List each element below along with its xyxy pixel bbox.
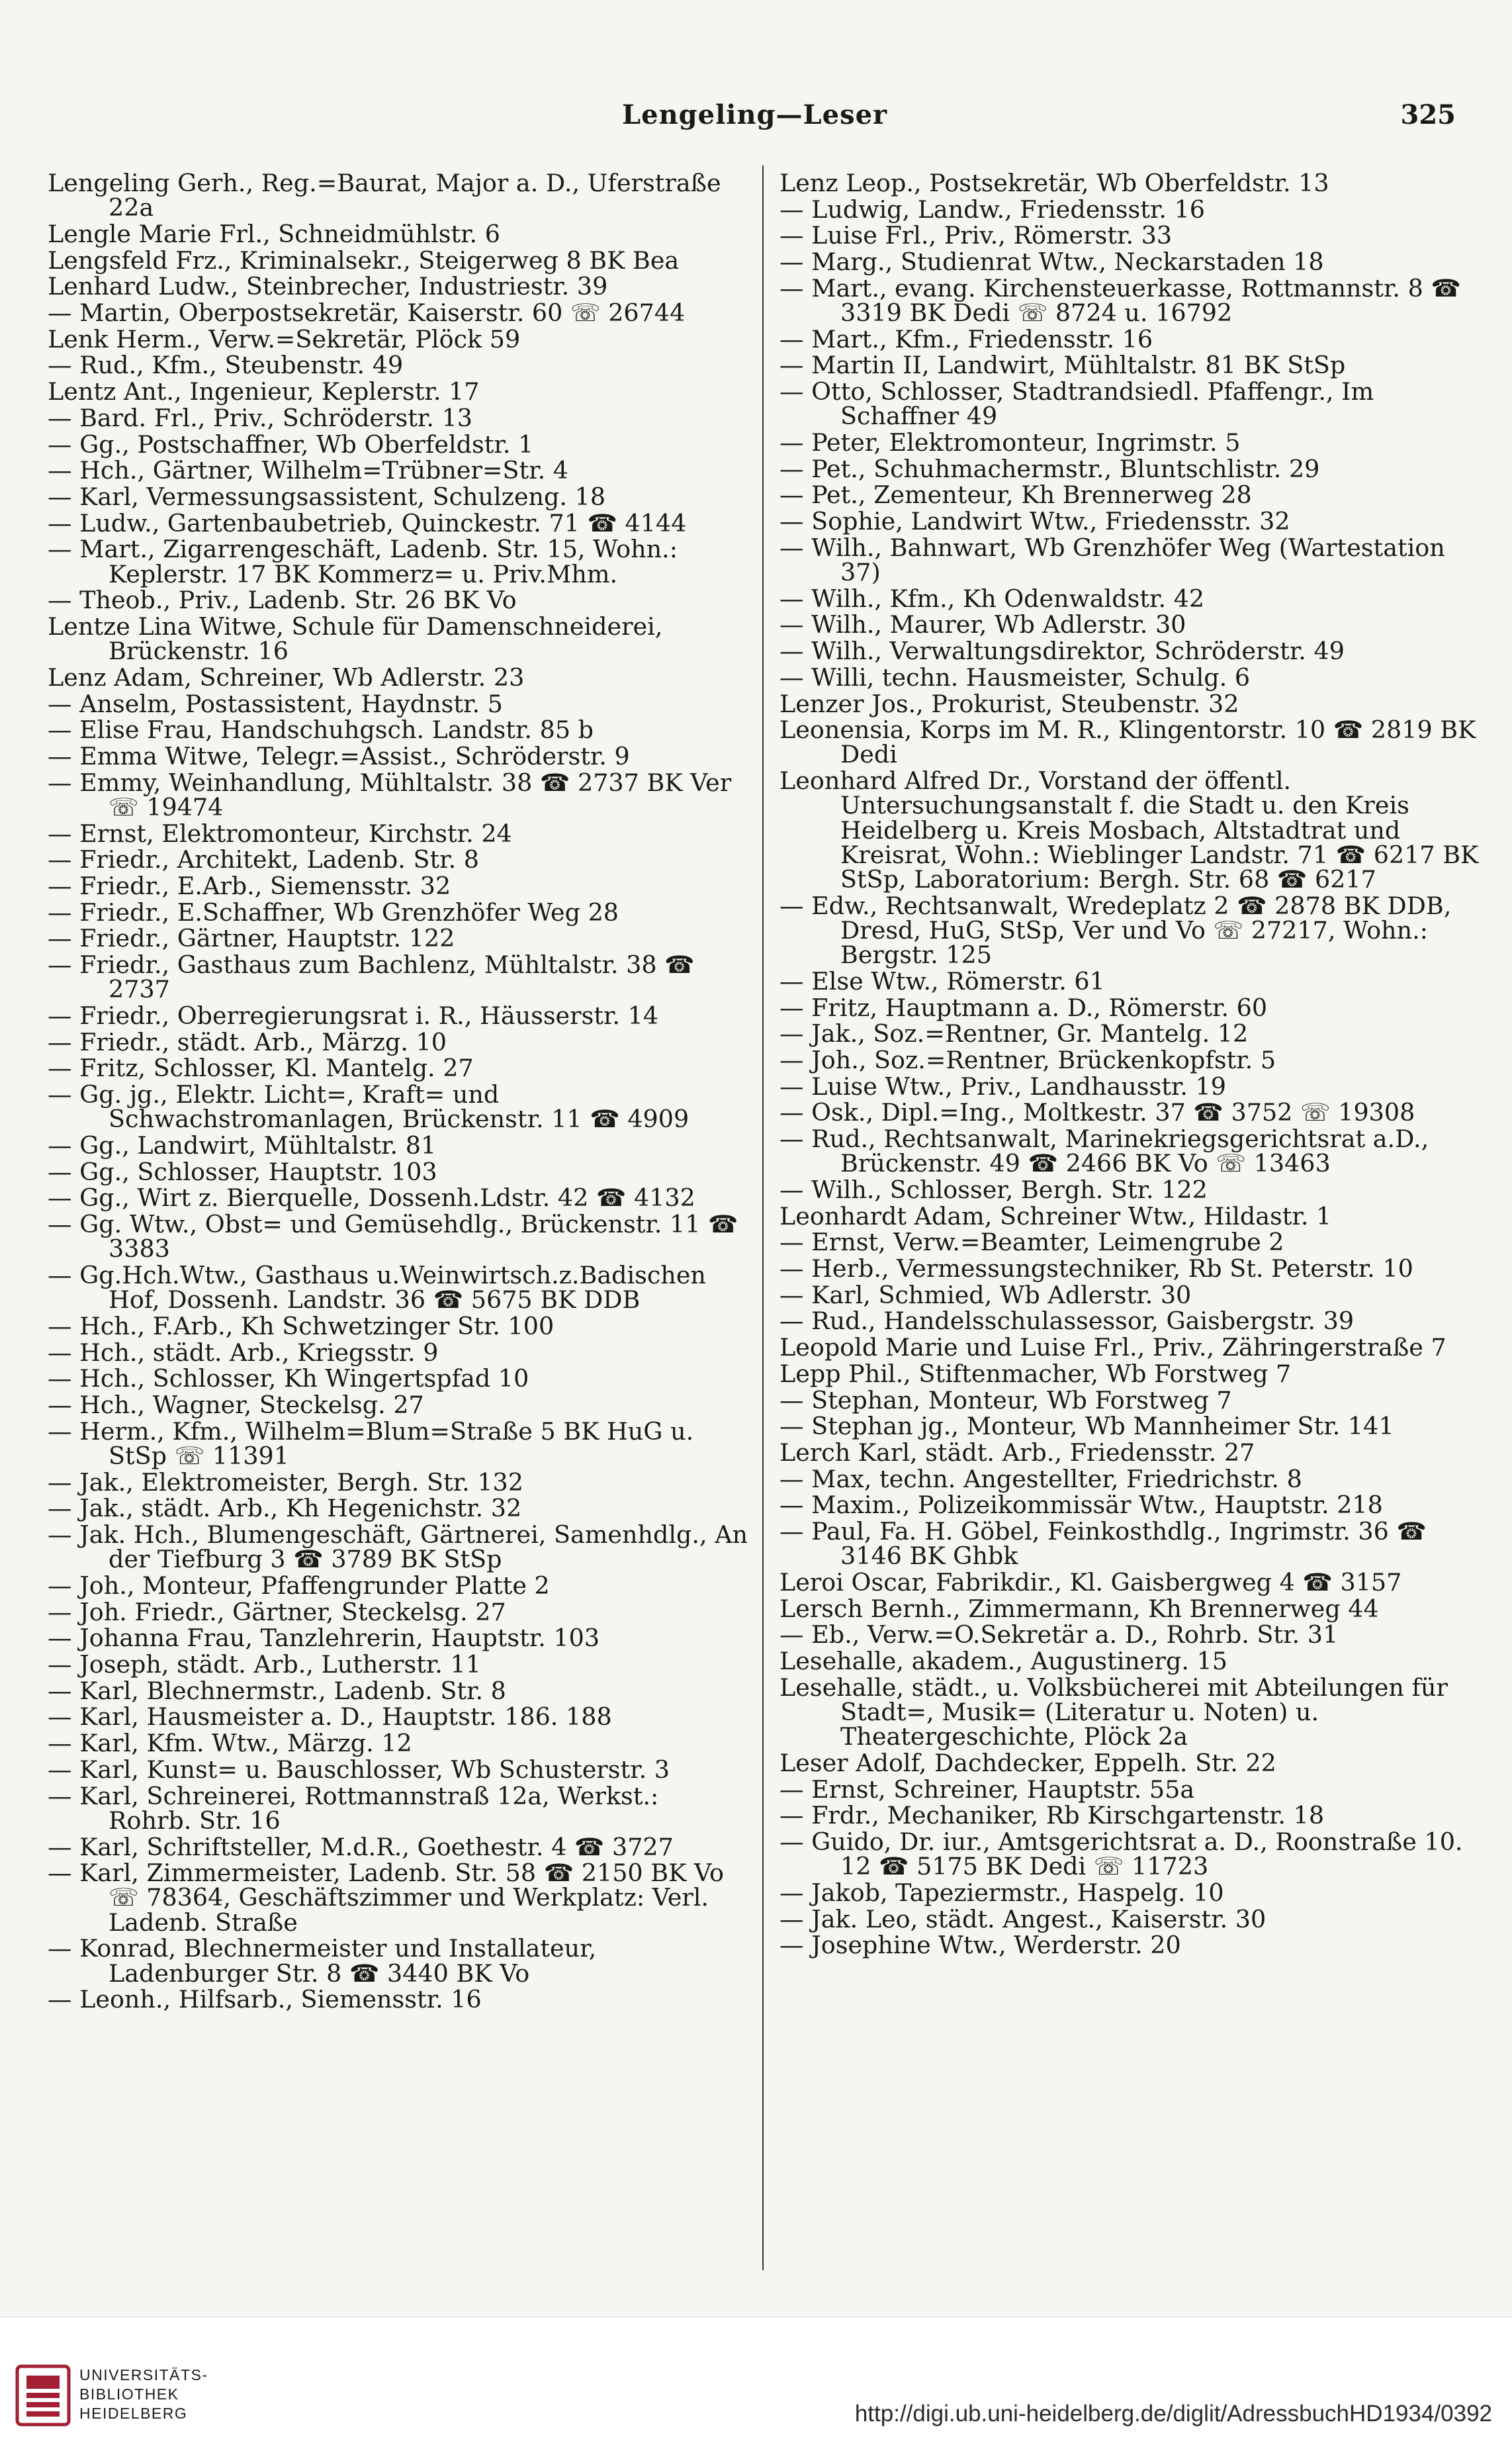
left-column	[48, 171, 749, 2014]
library-name-line: UNIVERSITÄTS-	[79, 2366, 208, 2384]
directory-entry: — Jak. Leo, städt. Angest., Kaiserstr. 30	[779, 1904, 1267, 1933]
directory-entry: — Friedr., städt. Arb., Märzg. 10	[48, 1027, 447, 1056]
directory-entry: Lenz Leop., Postsekretär, Wb Oberfeldstr. 13	[779, 169, 1329, 197]
directory-entry: — Konrad, Blechnermeister und Installateur, Ladenburger Str. 8 ☎ 3440 BK Vo	[48, 1934, 597, 1988]
directory-entry: — Anselm, Postassistent, Haydnstr. 5	[48, 689, 503, 718]
directory-entry: — Hch., Gärtner, Wilhelm=Trübner=Str. 4	[48, 456, 569, 485]
directory-entry: — Eb., Verw.=O.Sekretär a. D., Rohrb. Str. 31	[779, 1620, 1339, 1649]
directory-entry: — Luise Wtw., Priv., Landhausstr. 19	[779, 1072, 1227, 1101]
directory-entry: — Max, techn. Angestellter, Friedrichstr. 8	[779, 1464, 1302, 1493]
directory-entry: — Bard. Frl., Priv., Schröderstr. 13	[48, 403, 473, 432]
directory-entry: — Herm., Kfm., Wilhelm=Blum=Straße 5 BK HuG u. StSp ☏ 11391	[48, 1416, 694, 1470]
directory-entry: — Karl, Hausmeister a. D., Hauptstr. 186. 188	[48, 1702, 612, 1732]
directory-entry: — Herb., Vermessungstechniker, Rb St. Peterstr. 10	[779, 1254, 1413, 1283]
directory-entry: — Martin II, Landwirt, Mühltalstr. 81 BK StSp	[779, 351, 1346, 380]
directory-entry: — Paul, Fa. H. Göbel, Feinkosthdlg., Ingrimstr. 36 ☎ 3146 BK Ghbk	[779, 1517, 1427, 1571]
directory-entry: — Emma Witwe, Telegr.=Assist., Schröderstr. 9	[48, 741, 630, 770]
running-title: Lengeling—Leser	[622, 99, 888, 130]
directory-entry: — Rud., Handelsschulassessor, Gaisbergstr. 39	[779, 1307, 1355, 1336]
directory-entry: — Gg. Wtw., Obst= und Gemüsehdlg., Brückenstr. 11 ☎ 3383	[48, 1210, 738, 1264]
directory-entry: Lentz Ant., Ingenieur, Keplerstr. 17	[48, 377, 480, 406]
directory-entry: Lesehalle, städt., u. Volksbücherei mit Abteilungen für Stadt=, Musik= (Literatur u. Noten) u. Theatergeschichte, Plöck 2a	[779, 1673, 1448, 1751]
directory-entry: — Martin, Oberpostsekretär, Kaiserstr. 60 ☏ 26744	[48, 299, 686, 328]
directory-entry: — Wilh., Verwaltungsdirektor, Schröderstr. 49	[779, 637, 1345, 666]
directory-entry: — Hch., F.Arb., Kh Schwetzinger Str. 100	[48, 1311, 555, 1340]
directory-entry: Lenz Adam, Schreiner, Wb Adlerstr. 23	[48, 663, 525, 692]
directory-entry: — Karl, Schmied, Wb Adlerstr. 30	[779, 1280, 1192, 1309]
source-url[interactable]: http://digi.ub.uni-heidelberg.de/diglit/AdressbuchHD1934/0392	[854, 2401, 1492, 2427]
directory-entry: — Ernst, Elektromonteur, Kirchstr. 24	[48, 819, 512, 848]
directory-entry: Lersch Bernh., Zimmermann, Kh Brennerweg 44	[779, 1594, 1379, 1623]
directory-entry: — Friedr., Oberregierungsrat i. R., Häusserstr. 14	[48, 1001, 659, 1030]
page-header	[622, 99, 1469, 139]
directory-entry: — Osk., Dipl.=Ing., Moltkestr. 37 ☎ 3752 ☏ 19308	[779, 1098, 1415, 1127]
directory-entry: — Stephan, Monteur, Wb Forstweg 7	[779, 1385, 1232, 1414]
directory-entry: Lengeling Gerh., Reg.=Baurat, Major a. D., Uferstraße 22a	[48, 169, 721, 222]
directory-entry: — Gg., Schlosser, Hauptstr. 103	[48, 1157, 437, 1186]
directory-entry: — Pet., Schuhmachermstr., Bluntschlistr. 29	[779, 454, 1320, 483]
directory-entry: — Joseph, städt. Arb., Lutherstr. 11	[48, 1650, 481, 1679]
library-name	[79, 2366, 208, 2423]
directory-entry: — Friedr., E.Arb., Siemensstr. 32	[48, 871, 451, 900]
directory-entry: — Karl, Blechnermstr., Ladenb. Str. 8	[48, 1676, 506, 1705]
directory-entry: — Peter, Elektromonteur, Ingrimstr. 5	[779, 428, 1241, 457]
directory-entry: — Gg. jg., Elektr. Licht=, Kraft= und Schwachstromanlagen, Brückenstr. 11 ☎ 4909	[48, 1080, 689, 1134]
university-seal-icon	[15, 2364, 71, 2427]
directory-entry: — Johanna Frau, Tanzlehrerin, Hauptstr. 103	[48, 1624, 600, 1653]
directory-entry: — Mart., evang. Kirchensteuerkasse, Rottmannstr. 8 ☎ 3319 BK Dedi ☏ 8724 u. 16792	[779, 273, 1461, 328]
directory-entry: — Wilh., Maurer, Wb Adlerstr. 30	[779, 610, 1186, 639]
directory-entry: Leopold Marie und Luise Frl., Priv., Zähringerstraße 7	[779, 1333, 1446, 1362]
directory-entry: Lesehalle, akadem., Augustinerg. 15	[779, 1647, 1227, 1676]
directory-entry: — Guido, Dr. iur., Amtsgerichtsrat a. D., Roonstraße 10. 12 ☎ 5175 BK Dedi ☏ 11723	[779, 1828, 1463, 1881]
directory-entry: — Leonh., Hilfsarb., Siemensstr. 16	[48, 1985, 482, 2014]
directory-entry: — Wilh., Schlosser, Bergh. Str. 122	[779, 1175, 1208, 1204]
directory-entry: — Mart., Kfm., Friedensstr. 16	[779, 324, 1153, 353]
directory-entry: Lepp Phil., Stiftenmacher, Wb Forstweg 7	[779, 1359, 1292, 1388]
directory-entry: — Theob., Priv., Ladenb. Str. 26 BK Vo	[48, 586, 517, 615]
directory-entry: — Joh. Friedr., Gärtner, Steckelsg. 27	[48, 1597, 506, 1626]
directory-entry: — Fritz, Hauptmann a. D., Römerstr. 60	[779, 993, 1268, 1022]
directory-entry: — Karl, Schriftsteller, M.d.R., Goethestr. 4 ☎ 3727	[48, 1832, 674, 1861]
directory-entry: — Otto, Schlosser, Stadtrandsiedl. Pfaffengr., Im Schaffner 49	[779, 377, 1374, 431]
directory-entry: — Friedr., Gärtner, Hauptstr. 122	[48, 924, 455, 953]
directory-entry: Lenk Herm., Verw.=Sekretär, Plöck 59	[48, 324, 521, 353]
directory-entry: — Hch., Wagner, Steckelsg. 27	[48, 1391, 424, 1420]
directory-entry: — Ernst, Schreiner, Hauptstr. 55a	[779, 1775, 1195, 1804]
directory-entry: — Willi, techn. Hausmeister, Schulg. 6	[779, 663, 1251, 692]
directory-entry: Lengsfeld Frz., Kriminalsekr., Steigerweg 8 BK Bea	[48, 246, 680, 275]
directory-entry: — Hch., städt. Arb., Kriegsstr. 9	[48, 1338, 439, 1367]
column-divider	[762, 165, 764, 2270]
footer-bar	[0, 2317, 1512, 2455]
directory-entry: — Jak., Elektromeister, Bergh. Str. 132	[48, 1467, 524, 1497]
directory-entry: Leonhardt Adam, Schreiner Wtw., Hildastr. 1	[779, 1201, 1332, 1230]
right-column	[779, 171, 1488, 1959]
directory-entry: — Rud., Rechtsanwalt, Marinekriegsgerichtsrat a.D., Brückenstr. 49 ☎ 2466 BK Vo ☏ 13463	[779, 1125, 1429, 1178]
directory-entry: — Gg., Wirt z. Bierquelle, Dossenh.Ldstr. 42 ☎ 4132	[48, 1183, 695, 1213]
directory-entry: — Friedr., Gasthaus zum Bachlenz, Mühltalstr. 38 ☎ 2737	[48, 950, 695, 1004]
directory-entry: — Ludwig, Landw., Friedensstr. 16	[779, 195, 1206, 224]
directory-entry: Leser Adolf, Dachdecker, Eppelh. Str. 22	[779, 1748, 1276, 1777]
directory-entry: — Wilh., Bahnwart, Wb Grenzhöfer Weg (Wartestation 37)	[779, 533, 1445, 587]
directory-entry: — Emmy, Weinhandlung, Mühltalstr. 38 ☎ 2737 BK Ver ☏ 19474	[48, 768, 732, 821]
directory-entry: — Joh., Monteur, Pfaffengrunder Platte 2	[48, 1571, 550, 1600]
directory-entry: — Marg., Studienrat Wtw., Neckarstaden 18	[779, 248, 1324, 277]
directory-entry: — Wilh., Kfm., Kh Odenwaldstr. 42	[779, 584, 1205, 613]
directory-entry: — Frdr., Mechaniker, Rb Kirschgartenstr. 18	[779, 1801, 1325, 1830]
directory-entry: Lenzer Jos., Prokurist, Steubenstr. 32	[779, 689, 1239, 718]
directory-entry: — Gg.Hch.Wtw., Gasthaus u.Weinwirtsch.z.Badischen Hof, Dossenh. Landstr. 36 ☎ 5675 BK DDB	[48, 1261, 706, 1315]
library-name-line: BIBLIOTHEK	[79, 2386, 179, 2403]
directory-entry: — Luise Frl., Priv., Römerstr. 33	[779, 221, 1173, 250]
directory-entry: Lengle Marie Frl., Schneidmühlstr. 6	[48, 219, 500, 248]
directory-entry: — Jak., Soz.=Rentner, Gr. Mantelg. 12	[779, 1019, 1249, 1048]
directory-entry: Lerch Karl, städt. Arb., Friedensstr. 27	[779, 1438, 1255, 1467]
directory-entry: — Maxim., Polizeikommissär Wtw., Hauptstr. 218	[779, 1491, 1383, 1520]
library-name-line: HEIDELBERG	[79, 2405, 188, 2422]
directory-entry: — Jakob, Tapeziermstr., Haspelg. 10	[779, 1878, 1224, 1907]
directory-entry: Leonhard Alfred Dr., Vorstand der öffentl. Untersuchungsanstalt f. die Stadt u. den Kreis Heidelberg u. Kreis Mosbach, Altstadtrat und Kreisrat, Wohn.: Wieblinger Landstr. 71 ☎ 6217 BK StSp, Laboratorium: Bergh. Str. 68 ☎ 6217	[779, 766, 1479, 894]
directory-entry: — Fritz, Schlosser, Kl. Mantelg. 27	[48, 1054, 474, 1083]
directory-entry: — Else Wtw., Römerstr. 61	[779, 966, 1105, 996]
directory-entry: Leonensia, Korps im M. R., Klingentorstr. 10 ☎ 2819 BK Dedi	[779, 716, 1476, 769]
directory-entry: — Elise Frau, Handschuhgsch. Landstr. 85 b	[48, 716, 594, 745]
directory-entry: — Joh., Soz.=Rentner, Brückenkopfstr. 5	[779, 1045, 1276, 1074]
directory-entry: — Karl, Schreinerei, Rottmannstraß 12a, Werkst.: Rohrb. Str. 16	[48, 1781, 659, 1835]
directory-entry: — Ludw., Gartenbaubetrieb, Quinckestr. 71 ☎ 4144	[48, 508, 687, 537]
directory-entry: — Karl, Kfm. Wtw., Märzg. 12	[48, 1729, 412, 1758]
directory-entry: — Josephine Wtw., Werderstr. 20	[779, 1931, 1181, 1960]
directory-entry: — Rud., Kfm., Steubenstr. 49	[48, 351, 404, 380]
directory-entry: Lenhard Ludw., Steinbrecher, Industriestr. 39	[48, 272, 608, 301]
directory-entry: — Sophie, Landwirt Wtw., Friedensstr. 32	[779, 507, 1290, 536]
directory-entry: — Karl, Vermessungsassistent, Schulzeng. 18	[48, 482, 606, 511]
directory-entry: — Karl, Zimmermeister, Ladenb. Str. 58 ☎ 2150 BK Vo ☏ 78364, Geschäftszimmer und Werkplatz: Verl. Ladenb. Straße	[48, 1859, 724, 1937]
directory-entry: — Friedr., Architekt, Ladenb. Str. 8	[48, 845, 480, 874]
directory-entry: — Friedr., E.Schaffner, Wb Grenzhöfer Weg 28	[48, 898, 619, 927]
directory-entry: — Karl, Kunst= u. Bauschlosser, Wb Schusterstr. 3	[48, 1755, 670, 1784]
page-number: 325	[1400, 99, 1456, 130]
directory-entry: Leroi Oscar, Fabrikdir., Kl. Gaisbergweg 4 ☎ 3157	[779, 1567, 1402, 1597]
directory-entry: — Gg., Landwirt, Mühltalstr. 81	[48, 1131, 437, 1160]
directory-entry: — Stephan jg., Monteur, Wb Mannheimer Str. 141	[779, 1412, 1394, 1441]
directory-entry: — Jak. Hch., Blumengeschäft, Gärtnerei, Samenhdlg., An der Tiefburg 3 ☎ 3789 BK StSp	[48, 1520, 748, 1574]
directory-entry: — Jak., städt. Arb., Kh Hegenichstr. 32	[48, 1494, 522, 1523]
directory-entry: — Gg., Postschaffner, Wb Oberfeldstr. 1	[48, 430, 534, 459]
directory-entry: — Pet., Zementeur, Kh Brennerweg 28	[779, 481, 1252, 510]
directory-entry: Lentze Lina Witwe, Schule für Damenschneiderei, Brückenstr. 16	[48, 612, 663, 666]
directory-entry: — Mart., Zigarrengeschäft, Ladenb. Str. 15, Wohn.: Keplerstr. 17 BK Kommerz= u. Priv.Mhm.	[48, 535, 678, 588]
directory-entry: — Edw., Rechtsanwalt, Wredeplatz 2 ☎ 2878 BK DDB, Dresd, HuG, StSp, Ver und Vo ☏ 27217, Wohn.: Bergstr. 125	[779, 891, 1452, 970]
directory-entry: — Ernst, Verw.=Beamter, Leimengrube 2	[779, 1228, 1284, 1257]
directory-entry: — Hch., Schlosser, Kh Wingertspfad 10	[48, 1364, 529, 1393]
